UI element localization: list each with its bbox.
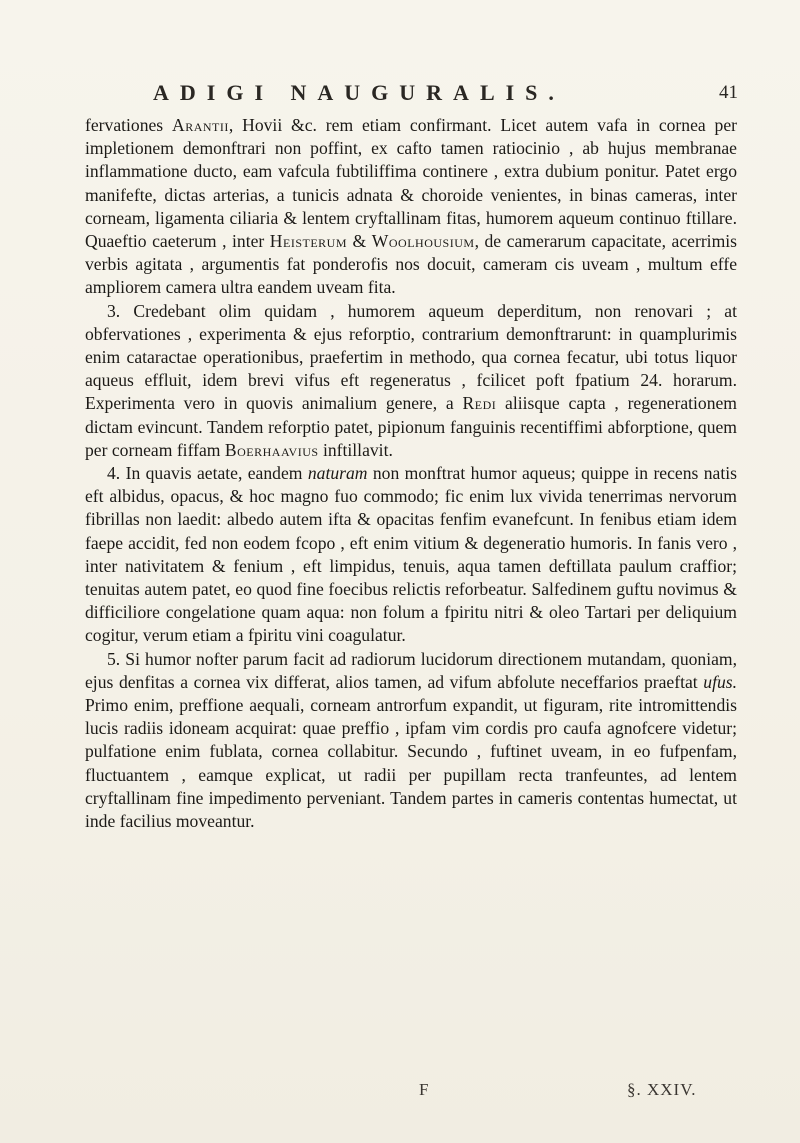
text-run: fervationes bbox=[85, 115, 173, 135]
catchword: §. XXIV. bbox=[627, 1080, 697, 1099]
text-run: , de camerarum capacitate, acerrimis verbis agitata , argumentis fat ponderofis nos docuit, cameram cis uveam , multum effe ampliorem camera ultra eandem uveam fita. bbox=[85, 231, 737, 298]
text-run: 3. Credebant olim quidam , humorem aqueum deperditum, non renovari ; at obfervationes , experimenta & ejus reforptio, contrarium demonftrarunt: in quamplurimis enim cataractae operationibus, praefertim in methodo, qua cornea fecatur, ubi totus liquor aqueus effluit, idem brevi vifus eft regeneratus , fcilicet poft fpatium 24. horarum. Experimenta vero in quovis animalium genere, a bbox=[85, 300, 737, 414]
text-run: 4. In quavis aetate, eandem bbox=[107, 463, 308, 484]
signature-mark: F bbox=[419, 1080, 429, 1099]
text-run: Primo enim, preffione aequali, corneam antrorfum expandit, ut figuram, rite intromittendis lucis radiis idoneam acquirat: quae preffio , ipfam vim cordis pro caufa agnofcere videtur; pulfatione enim fublata, cornea collabitur. Secundo , fuftinet uveam, in eo fufpenfam, fluctuantem , eamque explicat, ut radii per pupillam recta tranfeuntes, ad lentem cryftallinam fine impedimento perveniant. Tandem partes in cameris contentas humectat, ut inde facilius moveantur. bbox=[85, 695, 737, 832]
author-name: Arantii bbox=[172, 115, 229, 135]
text-run: , Hovii &c. rem etiam confirmant. Licet autem vafa in cornea per impletionem demonftrari non poffint, ex cafto tamen ratiocinio , ab hujus membranae inflammatione ducto, eam vafcula fubtiliffima continere , extra dubium ponitur. Patet ergo manifefte, dictas arterias, a tunicis adnata & choroide venientes, in binas cameras, inter corneam, ligamenta ciliaria & lentem cryftallinam fitas, humorem aqueum continuo ftillare. Quaeftio caeterum , inter bbox=[85, 115, 738, 252]
text-run: non monftrat humor aqueus; quippe in recens natis eft albidus, opacus, & hoc magno fuo commodo; fic enim lux vivida tenerrimas nervorum fibrillas non laedit: albedo autem ifta & opacitas fenfim evanefcunt. In fenibus etiam idem faepe accidit, fed non eodem fcopo , eft enim vitium & degeneratio humoris. In fanis vero , inter nativitatem & fenium , eft limpidus, tenuis, aqua tamen deftillata paulum craffior; tenuitas autem patet, eo quod fine foecibus relictis reforbeatur. Salfedinem guftu novimus & difficiliore congelatione quam aqua: non folum a fpiritu nitri & oleo Tartari per deliquium cogitur, verum etiam a fpiritu vini coagulatur. bbox=[85, 463, 737, 646]
paragraph-2 bbox=[85, 114, 737, 300]
author-name: Heisterum bbox=[269, 231, 348, 252]
page-footer bbox=[85, 1080, 737, 1110]
text-run: 5. Si humor nofter parum facit ad radiorum lucidorum directionem mutandam, quoniam, ejus denfitas a cornea vix differat, alios tamen, ad vifum abfolute neceffarios praeftat bbox=[85, 648, 737, 692]
text-run: inftillavit. bbox=[318, 439, 393, 460]
page-number: 41 bbox=[719, 82, 738, 103]
text-run: & bbox=[347, 231, 372, 252]
text-run: aliisque capta , regenerationem dictam evincunt. Tandem reforptio patet, pipionum fanguinis recentiffimi abforptione, quem per corneam fiffam bbox=[85, 393, 737, 460]
paragraph-3 bbox=[85, 300, 737, 462]
author-name: Redi bbox=[462, 393, 497, 414]
italic-term: ufus. bbox=[703, 671, 737, 692]
author-name: Woolhousium bbox=[371, 231, 475, 252]
author-name: Boerhaavius bbox=[224, 439, 319, 460]
paragraph-5 bbox=[85, 648, 737, 834]
paragraph-4 bbox=[85, 462, 737, 648]
running-head: ADIGI NAUGURALIS. bbox=[153, 80, 565, 105]
page-header bbox=[85, 74, 740, 114]
body-text bbox=[85, 114, 737, 833]
italic-term: naturam bbox=[307, 463, 368, 484]
